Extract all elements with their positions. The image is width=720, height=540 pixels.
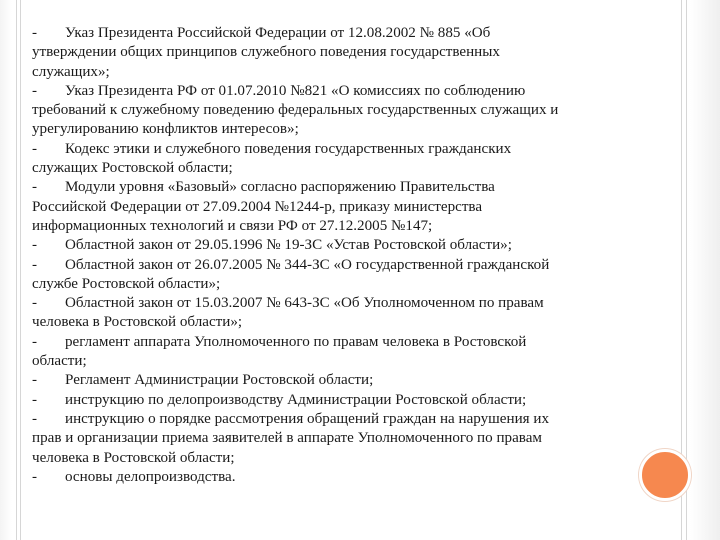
list-bullet: -	[32, 25, 38, 41]
list-bullet: -	[32, 295, 38, 312]
list-bullet: -	[32, 391, 38, 408]
document-list	[32, 24, 562, 487]
list-bullet: -	[32, 237, 38, 254]
list-bullet: -	[32, 410, 38, 427]
list-item	[32, 294, 562, 333]
list-item-text: Областной закон от 26.07.2005 № 344-ЗС «О государственной гражданской службе Ростовской области»;	[32, 256, 550, 292]
orange-circle-decoration	[639, 449, 691, 501]
list-item	[32, 468, 562, 487]
list-item-text: Указ Президента РФ от 01.07.2010 №821 «О комиссиях по соблюдению требований к служебному поведению федеральных государственных служащих и урегулированию конфликтов интересов»;	[32, 82, 559, 138]
list-item-text: Областной закон от 29.05.1996 № 19-ЗС «Устав Ростовской области»;	[65, 237, 512, 254]
list-item-text: Областной закон от 15.03.2007 № 643-ЗС «Об Уполномоченном по правам человека в Ростовской области»;	[32, 295, 544, 331]
list-item	[32, 82, 562, 140]
list-item-text: инструкцию по делопроизводству Администрации Ростовской области;	[65, 391, 527, 408]
list-item	[32, 178, 562, 236]
list-item	[32, 410, 562, 468]
list-item-text: Регламент Администрации Ростовской области;	[65, 372, 374, 389]
list-item-text: регламент аппарата Уполномоченного по правам человека в Ростовской области;	[32, 333, 527, 370]
list-item-text: Модули уровня «Базовый» согласно распоряжению Правительства Российской Федерации от 27.09.2004 №1244-р, приказу министерства информационных технологий и связи РФ от 27.12.2005 №147;	[32, 179, 495, 234]
list-bullet: -	[32, 140, 38, 157]
list-bullet: -	[32, 82, 38, 99]
list-bullet: -	[32, 468, 38, 485]
left-border-line-inner	[20, 0, 21, 540]
list-bullet: -	[32, 179, 38, 196]
list-item	[32, 140, 562, 179]
list-item	[32, 391, 562, 410]
list-item	[32, 24, 562, 82]
left-border-line	[16, 0, 17, 540]
list-item-text: Кодекс этики и служебного поведения государственных гражданских служащих Ростовской области;	[32, 140, 512, 177]
list-item	[32, 236, 562, 255]
list-item	[32, 371, 562, 390]
list-bullet: -	[32, 256, 38, 273]
list-bullet: -	[32, 333, 38, 350]
list-item	[32, 333, 562, 372]
list-bullet: -	[32, 372, 38, 389]
left-shadow	[0, 0, 12, 540]
right-shadow	[690, 0, 720, 540]
list-item	[32, 256, 562, 295]
list-item-text: основы делопроизводства.	[65, 468, 236, 485]
list-item-text: инструкцию о порядке рассмотрения обращений граждан на нарушения их прав и организации приема заявителей в аппарате Уполномоченного по правам человека в Ростовской области;	[32, 410, 549, 466]
list-item-text: Указ Президента Российской Федерации от 12.08.2002 № 885 «Об утверждении общих принципов служебного поведения государственных служащих»;	[32, 25, 500, 80]
